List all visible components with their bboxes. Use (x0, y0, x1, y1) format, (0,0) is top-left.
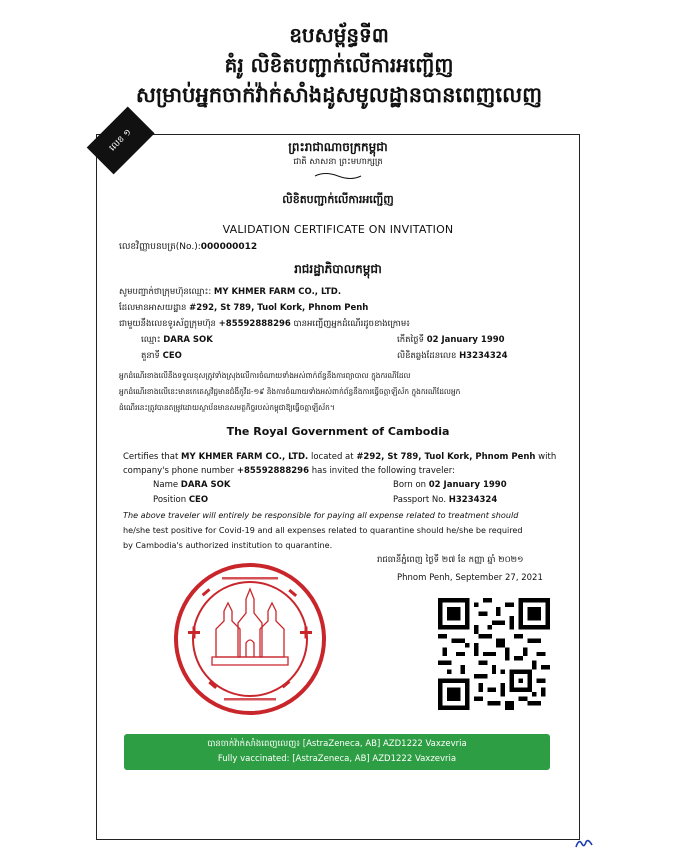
kh-dob: 02 January 1990 (426, 335, 505, 345)
vaccination-status-kh: បានចាក់វ៉ាក់សាំងពេញលេញ៖ [AstraZeneca, AB] AZD1222 Vaxzevria (207, 739, 467, 749)
kh-company: MY KHMER FARM CO., LTD. (213, 287, 342, 297)
en-name-label: Name (153, 480, 179, 490)
gov-kh-label: រាជរដ្ឋាភិបាលកម្ពុជា (294, 262, 382, 276)
kh-company-label: សូមបញ្ជាក់ថាក្រុមហ៊ុនឈ្មោះ: (119, 287, 212, 297)
en-dob: 02 January 1990 (428, 480, 507, 490)
en-cert-text: company's phone number (123, 466, 235, 476)
kh-phone: +85592888296 (218, 319, 291, 329)
date-en: Phnom Penh, September 27, 2021 (397, 573, 543, 583)
title-kh: លិខិតបញ្ជាក់លើការអញ្ជើញ (282, 193, 394, 206)
en-phone: +85592888296 (236, 466, 310, 476)
kh-passport-label: លិខិតឆ្លងដែនលេខ (397, 351, 457, 361)
qr-code-icon (436, 598, 552, 710)
motto-label: ជាតិ សាសនា ព្រះមហាក្សត្រ (293, 157, 383, 167)
title-en: VALIDATION CERTIFICATE ON INVITATION (222, 223, 454, 236)
vaccination-status-en: Fully vaccinated: [AstraZeneca, AB] AZD1222 Vaxzevria (217, 754, 457, 764)
en-passport: H3234324 (448, 495, 498, 505)
kh-position-label: តួនាទី (141, 351, 160, 361)
kh-address: #292, St 789, Tuol Kork, Phnom Penh (189, 303, 369, 313)
kh-paragraph-line: ដំណើរនេះត្រូវបានតម្រូវដោយស្ថាប័នមានសមត្ថកិច្ចរបស់កម្ពុជាឱ្យធ្វើចត្តាឡីស័ក។ (119, 403, 335, 412)
kh-passport: H3234324 (459, 351, 508, 361)
kh-address-label: ដែលមានអាសយដ្ឋាន (119, 303, 187, 313)
en-cert-text: Certifies that (123, 452, 179, 462)
en-cert-text: with (538, 452, 557, 462)
vaccination-status-bar (124, 734, 550, 770)
ref-label: លេខវិញ្ញាបនបត្រ(No.): (119, 242, 201, 252)
en-paragraph-line: by Cambodia's authorized institution to quarantine. (123, 540, 333, 550)
kh-paragraph-line: អ្នកដំណើរខាងលើនឹងទទួលខុសត្រូវទាំងស្រុងលើការចំណាយទាំងអស់ពាក់ព័ន្ធនឹងការព្យាបាល ក្នុងករណីដែល (119, 371, 411, 380)
corner-label: លេខ ១ (87, 107, 155, 175)
en-cert-text: has invited the following traveler: (311, 466, 455, 476)
en-position: CEO (188, 495, 209, 505)
annex-title: ឧបសម្ព័ន្ធទី៣ (289, 23, 389, 47)
signature-mark (574, 836, 594, 850)
seal-emblem (178, 567, 322, 711)
en-passport-label: Passport No. (393, 495, 447, 505)
en-dob-label: Born on (393, 480, 427, 490)
en-paragraph-line: he/she test positive for Covid-19 and all expenses related to quarantine should he/she be required (123, 525, 523, 535)
model-title: គំរូ លិខិតបញ្ជាក់លើការអញ្ជើញ (224, 53, 454, 77)
royal-government-seal-icon (174, 563, 326, 715)
ornament-divider (313, 171, 363, 181)
kh-position: CEO (162, 351, 182, 361)
kh-name-label: ឈ្មោះ (141, 335, 161, 345)
gov-en-label: The Royal Government of Cambodia (226, 425, 450, 438)
kh-name: DARA SOK (163, 335, 213, 345)
kingdom-label: ព្រះរាជាណាចក្រកម្ពុជា (288, 140, 388, 154)
subject-title: សម្រាប់អ្នកចាក់វ៉ាក់សាំងដូសមូលដ្ឋានបានពេញលេញ (135, 83, 543, 107)
ref-number: 000000012 (200, 242, 258, 252)
kh-paragraph-line: អ្នកដំណើរខាងលើនេះមានកេតេស្តវិជ្ជមានជំងឺកូវីដ-១៩ និងការចំណាយទាំងអស់ពាក់ព័ន្ធនឹងការធ្វើចត្តាឡីស័ក ក្នុងករណីដែលអ្នក (119, 387, 461, 396)
en-address: #292, St 789, Tuol Kork, Phnom Penh (356, 452, 536, 462)
en-cert-text: located at (310, 452, 354, 462)
en-company: MY KHMER FARM CO., LTD. (181, 452, 309, 462)
en-position-label: Position (153, 495, 187, 505)
en-name: DARA SOK (180, 480, 231, 490)
kh-phone-label: ជាមួយនឹងលេខទូរស័ព្ទក្រុមហ៊ុន (119, 319, 216, 329)
en-paragraph-line: The above traveler will entirely be responsible for paying all expense related to treatment should (123, 510, 519, 520)
date-kh: រាជធានីភ្នំពេញ ថ្ងៃទី ២៧ ខែ កញ្ញា ឆ្នាំ ២០២១ (377, 555, 524, 565)
kh-dob-label: កើតថ្ងៃទី (397, 335, 424, 345)
kh-phone-suffix: បានអញ្ជើញអ្នកដំណើរដូចខាងក្រោម៖ (293, 319, 411, 329)
